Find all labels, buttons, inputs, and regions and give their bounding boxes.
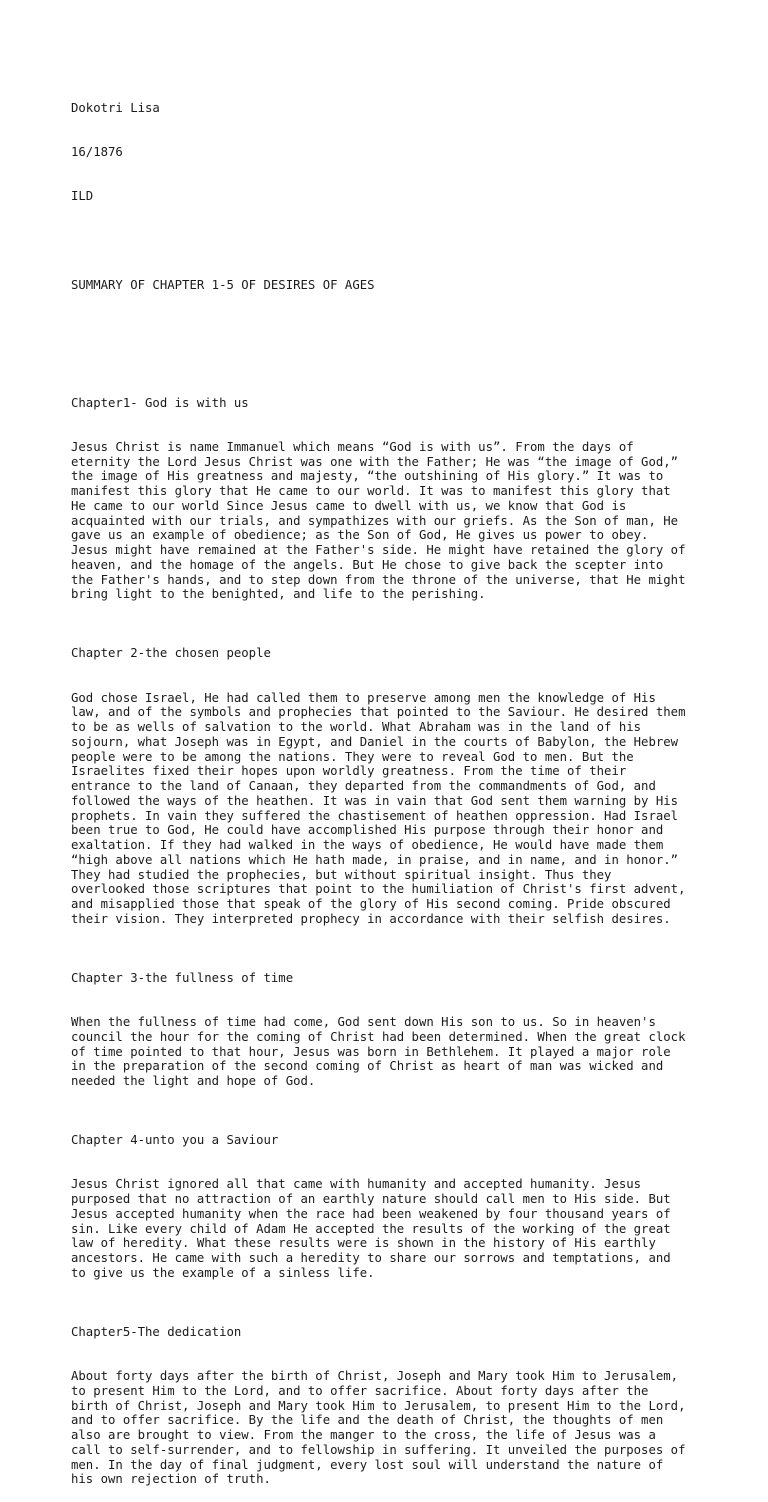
chapter-5-heading: Chapter5-The dedication: [71, 1324, 242, 1339]
chapter-2-body: God chose Israel, He had called them to preserve among men the knowledge of His law, and of the symbols and prophecies that pointed to the Saviour. He desired them to be as wells of salvation to the world. What Abraham was in the land of his sojourn, what Joseph was in Egypt, and Daniel in the courts of Babylon, the Hebrew people were to be among the nations. They were to reveal God to men. But the Israelites fixed their hopes upon worldly greatness. From the time of their entrance to the land of Canaan, they departed from the commandments of God, and followed the ways of the heathen. It was in vain that God sent them warning by His prophets. In vain they suffered the chastisement of heathen oppression. Had Israel been true to God, He could have accomplished His purpose through their honor and exaltation. If they had walked in the ways of obedience, He would have made them “high above all nations which He hath made, in praise, and in name, and in honor.” They had studied the prophecies, but without spiritual insight. Thus they overlooked those scriptures that point to the humiliation of Christ's first advent, and misapplied those that speak of the glory of His second coming. Pride obscured their vision. They interpreted prophecy in accordance with their selfish desires.: [71, 690, 686, 926]
chapter-4-body: Jesus Christ ignored all that came with humanity and accepted humanity. Jesus purposed that no attraction of an earthly nature should call men to His side. But Jesus accepted humanity when the race had been weakened by four thousand years of sin. Like every child of Adam He accepted the results of the working of the great law of heredity. What these results were is shown in the history of His earthly ancestors. He came with such a heredity to share our sorrows and temptations, and to give us the example of a sinless life.: [71, 1177, 671, 1280]
student-id: 16/1876: [71, 144, 123, 159]
department: ILD: [71, 189, 94, 203]
document-title: SUMMARY OF CHAPTER 1-5 OF DESIRES OF AGES: [71, 277, 375, 292]
author-name: Dokotri Lisa: [71, 100, 160, 115]
chapter-4-heading: Chapter 4-unto you a Saviour: [71, 1133, 279, 1147]
chapter-3-heading: Chapter 3-the fullness of time: [71, 970, 294, 985]
chapter-3-body: When the fullness of time had come, God sent down His son to us. So in heaven's council the hour for the coming of Christ had been determined. When the great clock of time pointed to that hour, Jesus was born in Bethlehem. It played a major role in the preparation of the second coming of Christ as heart of man was wicked and needed the light and hope of God.: [71, 1015, 686, 1088]
chapter-2-heading: Chapter 2-the chosen people: [71, 646, 271, 661]
chapter-1-heading: Chapter1- God is with us: [71, 395, 249, 410]
chapter-5-body: About forty days after the birth of Christ, Joseph and Mary took Him to Jerusalem, to present Him to the Lord, and to offer sacrifice. About forty days after the birth of Christ, Joseph and Mary took Him to Jerusalem, to present Him to the Lord, and to offer sacrifice. By the life and the death of Christ, the thoughts of men also are brought to view. From the manger to the cross, the life of Jesus was a call to self-surrender, and to fellowship in suffering. It unveiled the purposes of men. In the day of final judgment, every lost soul will understand the nature of his own rejection of truth.: [71, 1369, 686, 1487]
spacer: [71, 322, 761, 352]
spacer: [71, 233, 761, 248]
document-page: [71, 71, 761, 1502]
chapter-1-body: Jesus Christ is name Immanuel which means “God is with us”. From the days of eternity the Lord Jesus Christ was one with the Father; He was “the image of God,” the image of His greatness and majesty, “the outshining of His glory.” It was to manifest this glory that He came to our world. It was to manifest this glory that He came to our world Since Jesus came to dwell with us, we know that God is acquainted with our trials, and sympathizes with our griefs. As the Son of man, He gave us an example of obedience; as the Son of God, He gives us power to obey. Jesus might have remained at the Father's side. He might have retained the glory of heaven, and the homage of the angels. But He chose to give back the scepter into the Father's hands, and to step down from the throne of the universe, that He might bring light to the benighted, and life to the perishing.: [71, 439, 686, 602]
